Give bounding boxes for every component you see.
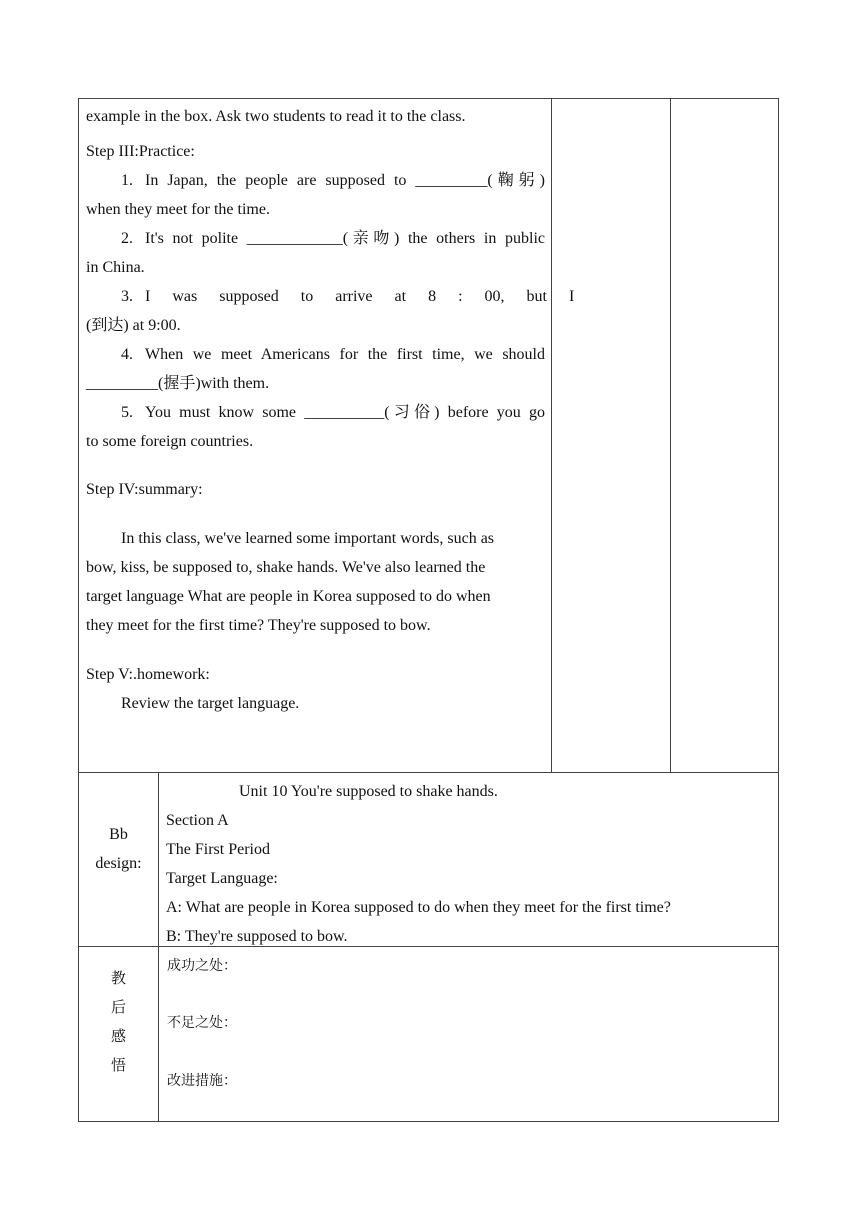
- reflection-label-char: 后: [110, 998, 126, 1016]
- reflection-shortcoming: 不足之处：: [167, 1015, 237, 1031]
- practice-number: 3.: [121, 288, 133, 305]
- intro-line: example in the box. Ask two students to read it to the class.: [86, 108, 466, 125]
- practice-number: 5.: [121, 404, 133, 421]
- practice-item-3: [121, 282, 575, 311]
- step4-title: Step IV:summary:: [86, 481, 203, 498]
- summary-line-3: target language What are people in Korea supposed to do when: [86, 588, 491, 605]
- practice-item-1: [121, 166, 545, 195]
- practice-text: I was supposed to arrive at 8 : 00, but I: [145, 288, 575, 305]
- practice-item-2: [121, 224, 545, 253]
- bb-design-line-2: The First Period: [166, 841, 270, 858]
- practice-item-3-cont: (到达) at 9:00.: [86, 317, 181, 334]
- practice-item-5: [121, 398, 545, 427]
- bb-design-title: Unit 10 You're supposed to shake hands.: [239, 783, 498, 800]
- bb-design-line-1: Section A: [166, 812, 229, 829]
- bb-design-label: [79, 820, 158, 878]
- practice-item-4: [121, 340, 545, 369]
- reflection-success: 成功之处：: [167, 958, 237, 974]
- bb-design-line-4: A: What are people in Korea supposed to do when they meet for the first time?: [166, 899, 671, 916]
- bb-design-line-5: B: They're supposed to bow.: [166, 928, 348, 945]
- step5-title: Step V:.homework:: [86, 666, 210, 683]
- column-divider: [670, 98, 671, 773]
- practice-item-2-cont: in China.: [86, 259, 145, 276]
- summary-line-1: In this class, we've learned some important words, such as: [121, 530, 495, 547]
- practice-text: It's not polite ____________(亲吻) the others in public: [145, 230, 545, 247]
- practice-number: 1.: [121, 172, 133, 189]
- practice-text: You must know some __________(习俗) before you go: [145, 404, 545, 421]
- practice-item-1-cont: when they meet for the time.: [86, 201, 270, 218]
- reflection-label-char: 教: [110, 969, 126, 987]
- label-column-divider: [158, 772, 159, 1122]
- column-divider: [551, 98, 552, 773]
- summary-line-2: bow, kiss, be supposed to, shake hands. We've also learned the: [86, 559, 486, 576]
- reflection-label-char: 感: [110, 1027, 126, 1045]
- reflection-label-char: 悟: [110, 1056, 126, 1074]
- homework-text: Review the target language.: [121, 695, 300, 712]
- practice-number: 2.: [121, 230, 133, 247]
- bb-label-line-2: design:: [95, 855, 142, 872]
- bb-label-line-1: Bb: [109, 826, 128, 843]
- practice-item-5-cont: to some foreign countries.: [86, 433, 254, 450]
- practice-text: In Japan, the people are supposed to _________(鞠躬): [145, 172, 545, 189]
- practice-item-4-cont: _________(握手)with them.: [86, 375, 270, 392]
- summary-line-4: they meet for the first time? They're supposed to bow.: [86, 617, 431, 634]
- practice-text: When we meet Americans for the first time, we should: [145, 346, 545, 363]
- step3-title: Step III:Practice:: [86, 143, 195, 160]
- row-divider: [78, 772, 779, 773]
- reflection-improvement: 改进措施：: [167, 1073, 237, 1089]
- practice-number: 4.: [121, 346, 133, 363]
- reflection-label: [79, 964, 158, 1080]
- bb-design-line-3: Target Language:: [166, 870, 278, 887]
